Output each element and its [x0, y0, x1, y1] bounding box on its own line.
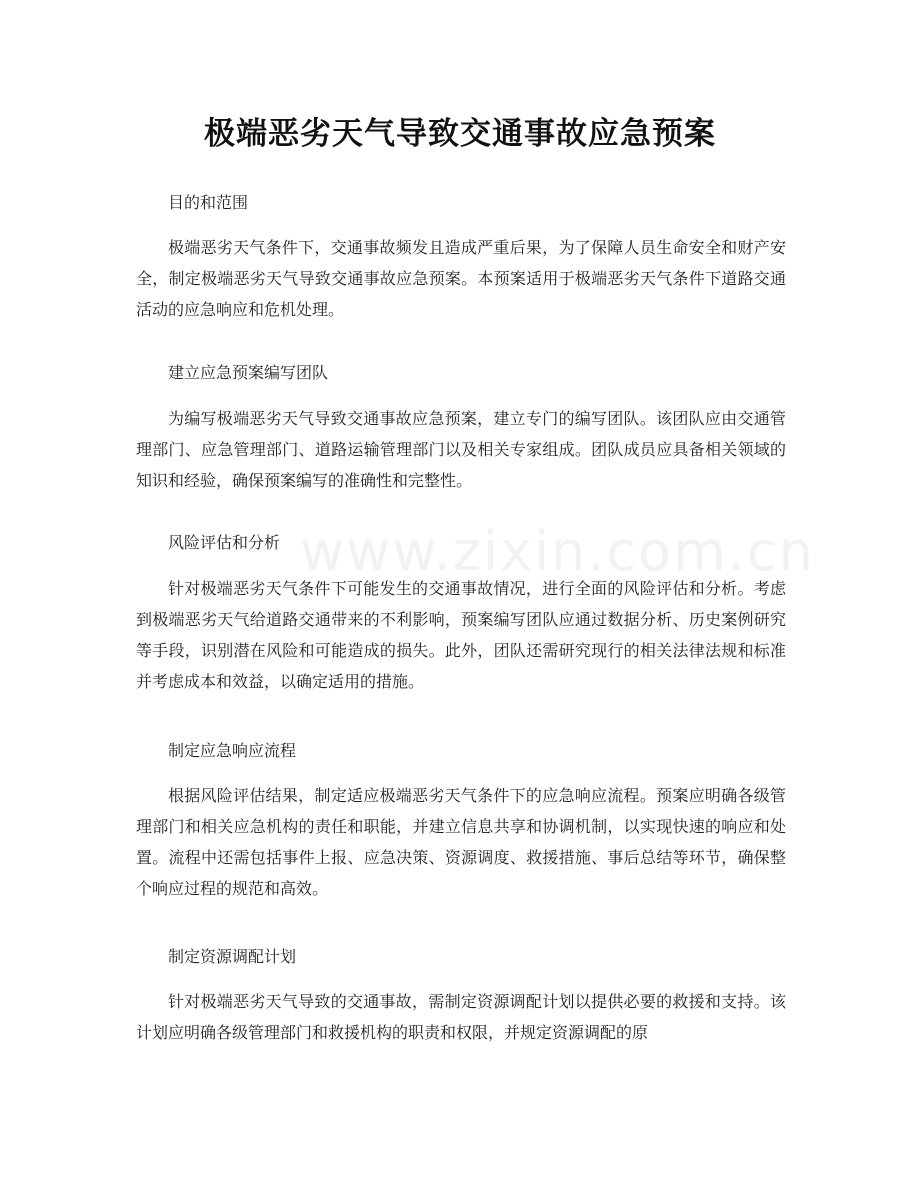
- section-paragraph-risk: 针对极端恶劣天气条件下可能发生的交通事故情况，进行全面的风险评估和分析。考虑到极端恶劣天气给道路交通带来的不利影响，预案编写团队应通过数据分析、历史案例研究等手段，识别潜在风险和可能造成的损失。此外，团队还需研究现行的相关法律法规和标准并考虑成本和效益，以确定适用的措施。: [136, 579, 786, 691]
- watermark: www.zixin.com.cn: [300, 520, 815, 583]
- section-heading-resources: 制定资源调配计划: [168, 947, 297, 966]
- section-heading-purpose: 目的和范围: [168, 193, 249, 212]
- section-heading-risk: 风险评估和分析: [168, 533, 281, 552]
- section-paragraph-response: 根据风险评估结果，制定适应极端恶劣天气条件下的应急响应流程。预案应明确各级管理部门和相关应急机构的责任和职能，并建立信息共享和协调机制，以实现快速的响应和处置。流程中还需包括事件上报、应急决策、资源调度、救援措施、事后总结等环节，确保整个响应过程的规范和高效。: [136, 786, 786, 898]
- section-heading-team: 建立应急预案编写团队: [168, 363, 329, 382]
- section-heading-response: 制定应急响应流程: [168, 741, 297, 760]
- document-title: 极端恶劣天气导致交通事故应急预案: [204, 116, 716, 152]
- section-paragraph-team: 为编写极端恶劣天气导致交通事故应急预案，建立专门的编写团队。该团队应由交通管理部门、应急管理部门、道路运输管理部门以及相关专家组成。团队成员应具备相关领域的知识和经验，确保预案编写的准确性和完整性。: [136, 409, 786, 490]
- section-paragraph-resources: 针对极端恶劣天气导致的交通事故，需制定资源调配计划以提供必要的救援和支持。该计划应明确各级管理部门和救援机构的职责和权限，并规定资源调配的原: [136, 992, 786, 1042]
- section-paragraph-purpose: 极端恶劣天气条件下，交通事故频发且造成严重后果，为了保障人员生命安全和财产安全，制定极端恶劣天气导致交通事故应急预案。本预案适用于极端恶劣天气条件下道路交通活动的应急响应和危机处理。: [136, 238, 786, 319]
